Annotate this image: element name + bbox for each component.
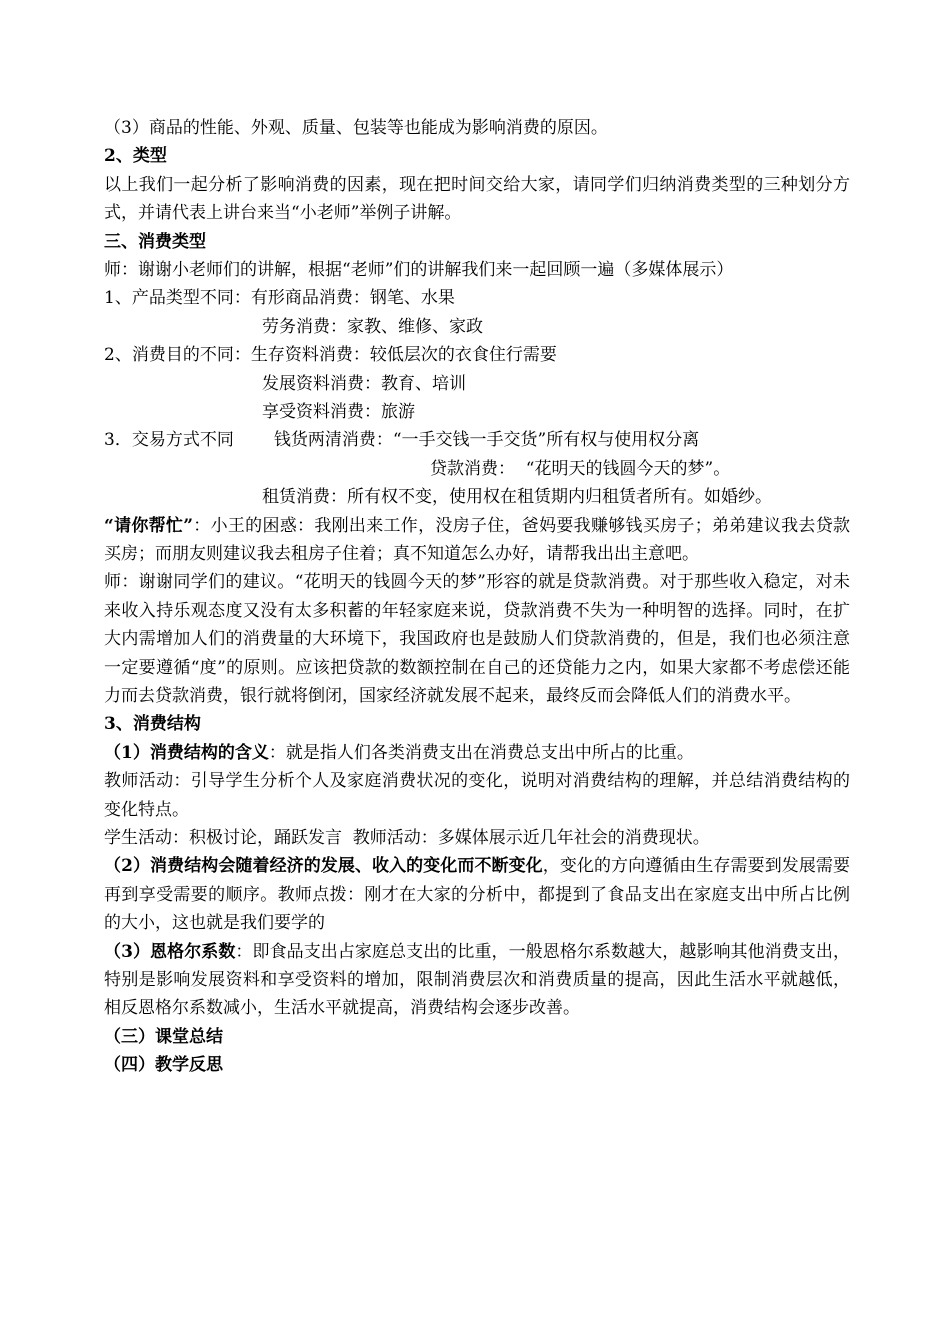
- heading-types: 2、类型: [104, 146, 167, 167]
- heading-class-summary: （三）课堂总结: [104, 1026, 223, 1047]
- structure-change-label: （2）消费结构会随着经济的发展、收入的变化而不断变化: [104, 856, 543, 877]
- heading-consumption-structure: 3、消费结构: [104, 714, 201, 735]
- help-text: ：小王的困惑：我刚出来工作，没房子住，爸妈要我赚够钱买房子；弟弟建议我去贷款买房；而朋友则建议我去租房子住着；真不知道怎么办好，请帮我出出主意吧。: [104, 515, 851, 564]
- type-3-cash: [104, 426, 850, 454]
- type-3-loan: 贷款消费： “花明天的钱圆今天的梦”。: [430, 458, 731, 479]
- paragraph-student-activity: 学生活动：积极讨论，踊跃发言 教师活动：多媒体展示近几年社会的消费现状。: [104, 827, 710, 848]
- document-page: [104, 114, 850, 1080]
- paragraph-types-intro: 以上我们一起分析了影响消费的因素，现在把时间交给大家，请同学们归纳消费类型的三种划分方式，并请代表上讲台来当“小老师”举例子讲解。: [104, 174, 850, 224]
- paragraph-teacher-activity: 教师活动：引导学生分析个人及家庭消费状况的变化，说明对消费结构的理解，并总结消费结构的变化特点。: [104, 771, 850, 820]
- structure-change: [104, 852, 850, 937]
- type-1-tangible: 1、产品类型不同：有形商品消费：钢笔、水果: [104, 288, 455, 309]
- paragraph-factor-3: （3）商品的性能、外观、质量、包装等也能成为影响消费的原因。: [104, 118, 608, 138]
- type-2-survival: 2、消费目的不同：生存资料消费：较低层次的衣食住行需要: [104, 345, 557, 366]
- engel-text: ：即食品支出占家庭总支出的比重，一般恩格尔系数越大，越影响其他消费支出，特别是影响发展资料和享受资料的增加，限制消费层次和消费质量的提高，因此生活水平就越低，相反恩格尔系数减小，生活水平就提高，消费结构会逐步改善。: [104, 941, 850, 1019]
- paragraph-teacher-review: 师：谢谢小老师们的讲解，根据“老师”们的讲解我们来一起回顾一遍（多媒体展示）: [104, 259, 734, 280]
- heading-consumption-types: 三、消费类型: [104, 231, 206, 252]
- heading-teaching-reflection: （四）教学反思: [104, 1055, 223, 1076]
- structure-meaning-label: （1）消费结构的含义: [104, 742, 269, 763]
- type-3-label: 3．交易方式不同: [104, 430, 234, 451]
- paragraph-help: [104, 512, 850, 569]
- type-3-cash-text: 钱货两清消费：“一手交钱一手交货”所有权与使用权分离: [273, 430, 700, 451]
- structure-change-text: ，变化的方向遵循由生存需要到发展需要再到享受需要的顺序。教师点拨：刚才在大家的分析中，都提到了食品支出在家庭支出中所占比例的大小，这也就是我们要学的: [104, 856, 851, 934]
- paragraph-teacher-loan: 师：谢谢同学们的建议。“花明天的钱圆今天的梦”形容的就是贷款消费。对于那些收入稳定，对未来收入持乐观态度又没有太多积蓄的年轻家庭来说，贷款消费不失为一种明智的选择。同时，在扩大内需增加人们的消费量的大环境下，我国政府也是鼓励人们贷款消费的，但是，我们也必须注意一定要遵循“度”的原则。应该把贷款的数额控制在自己的还贷能力之内，如果大家都不考虑偿还能力而去贷款消费，银行就将倒闭，国家经济就发展不起来，最终反而会降低人们的消费水平。: [104, 572, 850, 706]
- structure-meaning-text: ：就是指人们各类消费支出在消费总支出中所占的比重。: [268, 742, 694, 763]
- type-2-enjoyment: 享受资料消费：旅游: [262, 401, 415, 422]
- engel-coefficient: [104, 938, 850, 1023]
- type-1-service: 劳务消费：家教、维修、家政: [262, 316, 483, 337]
- type-3-rental: 租赁消费：所有权不变，使用权在租赁期内归租赁者所有。如婚纱。: [262, 487, 772, 508]
- help-label: “请你帮忙”: [104, 515, 194, 536]
- engel-label: （3）恩格尔系数: [104, 941, 236, 962]
- structure-meaning: [104, 739, 850, 767]
- type-2-development: 发展资料消费：教育、培训: [262, 373, 466, 394]
